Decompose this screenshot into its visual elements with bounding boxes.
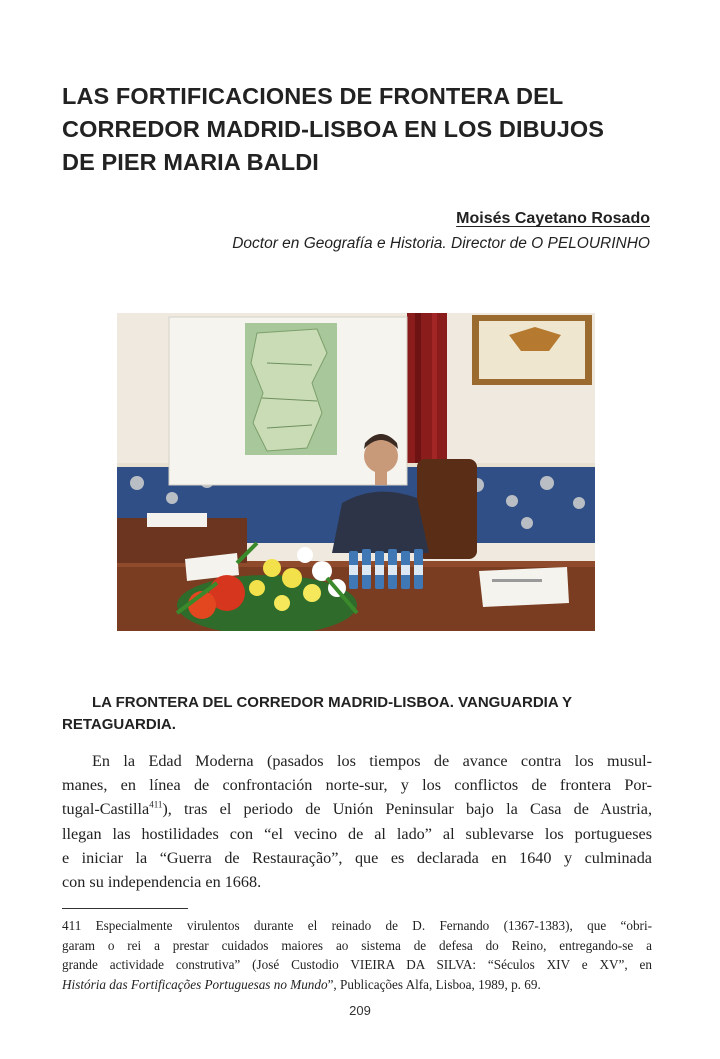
section-heading-line: RETAGUARDIA. [62,716,176,733]
article-title-line: DE PIER MARIA BALDI [62,149,319,175]
section-heading [62,692,662,736]
author-affiliation: Doctor en Geografía e Historia. Director de O PELOURINHO [232,235,650,252]
author-name: Moisés Cayetano Rosado [456,210,650,227]
paragraph-text: ), tras el periodo de Unión Peninsular bajo la Casa de Austria, [162,800,652,819]
conference-photo-illustration [117,313,595,631]
paragraph-line: manes, en línea de confrontación norte-sur, y los conflictos de frontera Por- [62,776,652,795]
footnote-line: garam o rei a prestar cuidados maiores ao sistema de defesa do Reino, entregando-se a [62,937,652,953]
paragraph-line: llegan las hostilidades con “el vecino de al lado” al sublevarse los portugueses [62,824,652,843]
paragraph-line: En la Edad Moderna (pasados los tiempos de avance contra los musul- [92,752,652,770]
footnote [62,916,652,994]
footnote-reference[interactable]: 411 [149,800,163,811]
paragraph-text: tugal-Castilla [62,800,150,819]
section-heading-line: LA FRONTERA DEL CORREDOR MADRID-LISBOA. VANGUARDIA Y [92,694,572,711]
paragraph-line: e iniciar la “Guerra de Restauração”, que es declarada en 1640 y culminada [62,848,652,867]
article-title-line: LAS FORTIFICACIONES DE FRONTERA DEL [62,83,564,109]
footnote-book-title: História das Fortificações Portuguesas no Mundo [62,976,328,992]
article-title [62,80,662,179]
footnote-line: 411 Especialmente virulentos durante el reinado de D. Fernando (1367-1383), que “obri- [62,918,652,933]
footnote-divider [62,908,188,909]
paragraph-line: con su independencia en 1668. [62,873,262,892]
body-paragraph [62,749,652,894]
footnote-line [62,975,652,995]
footnote-line: grande actividade construtiva” (José Custodio VIEIRA DA SILVA: “Séculos XIV e XV”, en [62,957,652,972]
footnote-text: ”, Publicações Alfa, Lisboa, 1989, p. 69. [327,976,541,992]
page-number: 209 [349,1003,371,1018]
article-title-line: CORREDOR MADRID-LISBOA EN LOS DIBUJOS [62,116,605,142]
conference-photo [117,313,595,631]
paragraph-line [62,797,652,821]
